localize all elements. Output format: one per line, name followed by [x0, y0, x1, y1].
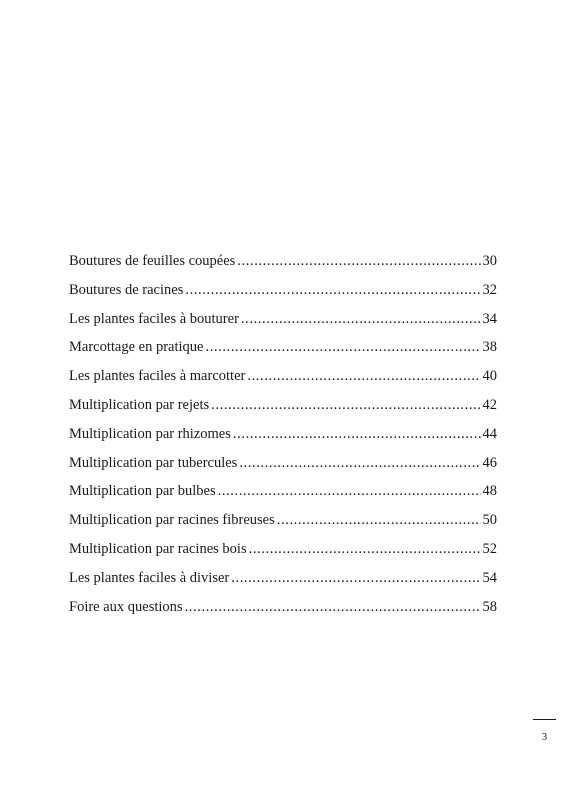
toc-entry	[69, 391, 497, 420]
toc-dot-leader	[211, 391, 480, 420]
toc-entry-title: Multiplication par bulbes	[69, 483, 216, 500]
toc-entry-title: Multiplication par rejets	[69, 396, 210, 413]
toc-entry	[69, 506, 497, 535]
toc-entry-page: 30	[482, 253, 497, 269]
toc-dot-leader	[205, 333, 480, 362]
toc-entry-page: 46	[482, 454, 497, 471]
toc-entry-page: 52	[482, 540, 497, 557]
toc-entry	[69, 477, 497, 506]
toc-entry-title: Multiplication par racines bois	[69, 540, 247, 557]
toc-dot-leader	[249, 535, 481, 564]
toc-entry-page: 42	[482, 396, 497, 413]
toc-entry-page: 54	[482, 569, 497, 586]
toc-dot-leader	[241, 305, 481, 334]
toc-entry-page: 34	[482, 310, 497, 327]
toc-entry-title: Foire aux questions	[69, 598, 183, 615]
toc-entry	[69, 333, 497, 362]
toc-entry-title: Boutures de feuilles coupées	[69, 253, 236, 269]
toc-entry-title: Les plantes faciles à diviser	[69, 569, 230, 586]
toc-dot-leader	[237, 247, 480, 276]
toc-entry-page: 58	[482, 598, 497, 615]
toc-dot-leader	[185, 593, 481, 622]
toc-entry-title: Marcottage en pratique	[69, 339, 204, 356]
toc-entry	[69, 593, 497, 622]
toc-dot-leader	[239, 449, 480, 478]
toc-dot-leader	[233, 420, 481, 449]
toc-dot-leader	[185, 276, 480, 305]
page-number-rule	[533, 719, 556, 720]
page-number: 3	[541, 731, 548, 743]
toc-entry-title: Les plantes faciles à marcotter	[69, 368, 246, 385]
toc-entry-page: 50	[482, 512, 497, 529]
toc-entry	[69, 362, 497, 391]
toc-entry	[69, 449, 497, 478]
toc-entry	[69, 276, 497, 305]
toc-entry-title: Boutures de racines	[69, 281, 184, 298]
toc-dot-leader	[218, 477, 481, 506]
toc-entry	[69, 535, 497, 564]
toc-entry	[69, 420, 497, 449]
toc-dot-leader	[231, 564, 480, 593]
toc-dot-leader	[277, 506, 481, 535]
toc-dot-leader	[247, 362, 480, 391]
toc-entry-page: 38	[482, 339, 497, 356]
toc-entry	[69, 564, 497, 593]
toc-entry	[69, 305, 497, 334]
toc-entry-title: Multiplication par rhizomes	[69, 425, 231, 442]
toc-entry-title: Les plantes faciles à bouturer	[69, 310, 239, 327]
toc-entry-page: 44	[482, 425, 497, 442]
toc-entry-page: 32	[482, 281, 497, 298]
toc-entry-title: Multiplication par tubercules	[69, 454, 238, 471]
toc-entry	[69, 247, 497, 276]
toc-entry-page: 40	[482, 368, 497, 385]
toc-entry-page: 48	[482, 483, 497, 500]
table-of-contents	[69, 247, 497, 621]
toc-entry-title: Multiplication par racines fibreuses	[69, 512, 275, 529]
